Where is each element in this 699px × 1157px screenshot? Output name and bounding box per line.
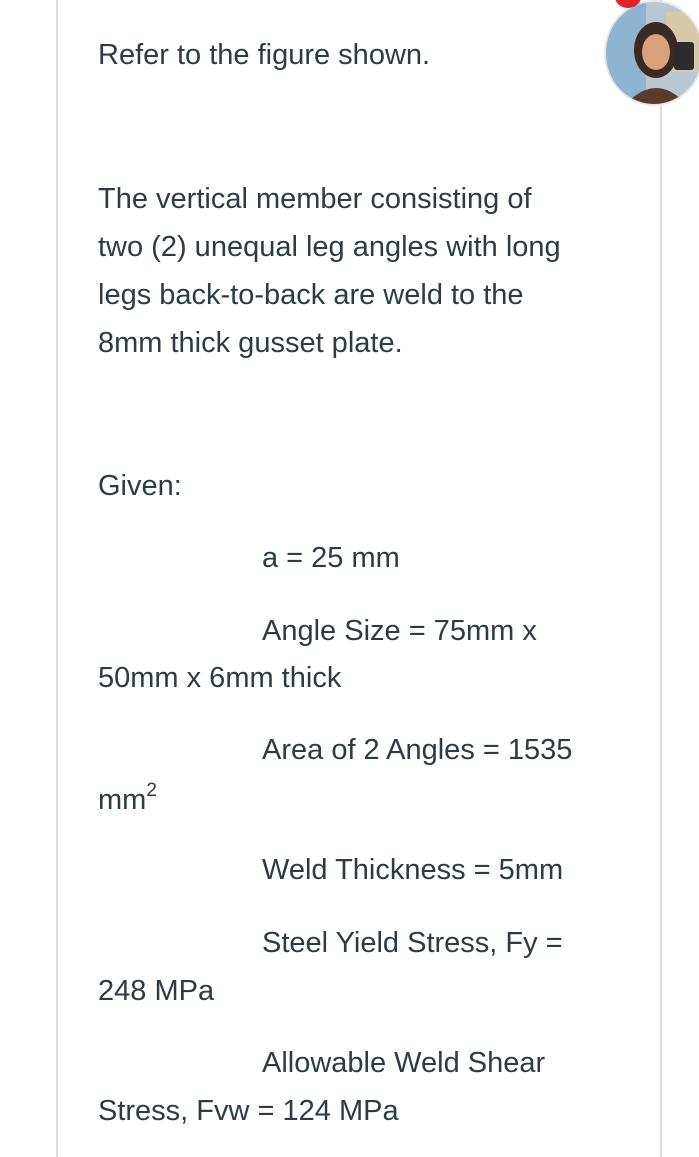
paragraph-line: legs back-to-back are weld to the <box>98 279 524 311</box>
user-photo-icon <box>606 2 699 104</box>
paragraph-line: 8mm thick gusset plate. <box>98 327 403 359</box>
paragraph-line: two (2) unequal leg angles with long <box>98 231 561 263</box>
given-a: a = 25 mm <box>262 542 400 574</box>
given-area-unit <box>98 776 157 824</box>
given-fy-cont: 248 MPa <box>98 975 215 1007</box>
area-unit-text: mm <box>98 784 147 816</box>
given-angle-size: Angle Size = 75mm x <box>262 615 537 647</box>
intro-text: Refer to the figure shown. <box>98 39 431 71</box>
paragraph-line: The vertical member consisting of <box>98 183 532 215</box>
area-exponent: 2 <box>146 780 157 802</box>
given-weld-thickness: Weld Thickness = 5mm <box>262 854 564 886</box>
given-area: Area of 2 Angles = 1535 <box>262 734 573 766</box>
given-angle-size-cont: 50mm x 6mm thick <box>98 662 342 694</box>
problem-paragraph <box>98 175 561 367</box>
given-fvw: Allowable Weld Shear <box>262 1047 546 1079</box>
given-fvw-cont: Stress, Fvw = 124 MPa <box>98 1095 399 1127</box>
given-fy: Steel Yield Stress, Fy = <box>262 927 563 959</box>
avatar[interactable] <box>604 0 699 106</box>
given-label: Given: <box>98 470 182 502</box>
